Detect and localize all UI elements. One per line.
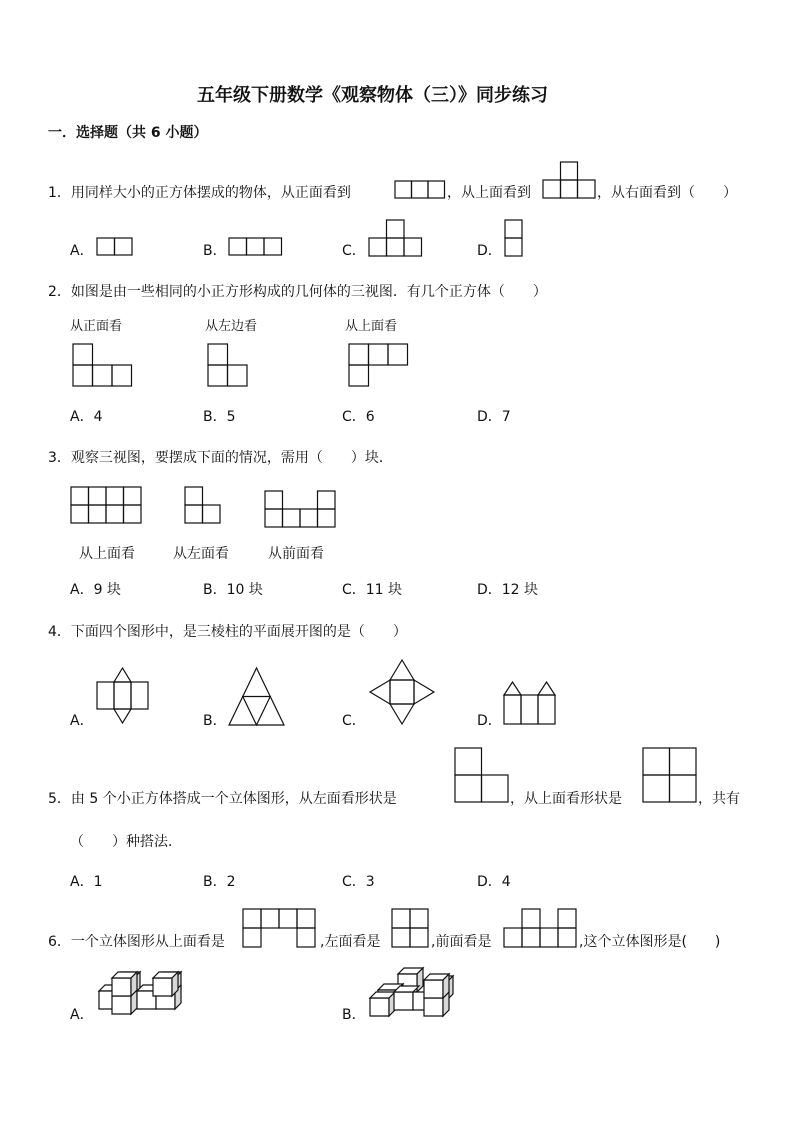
- q2-view-label-front: 从正面看: [70, 319, 123, 334]
- q2-option-b[interactable]: B．5: [203, 409, 236, 425]
- q6-stem-a: 6．一个立体图形从上面看是: [48, 934, 225, 950]
- q3-option-a[interactable]: A．9 块: [70, 582, 121, 598]
- q6-stem-d: ,这个立体图形是( ): [579, 934, 721, 950]
- q4-option-a-net-figure[interactable]: [96, 666, 150, 726]
- q2-view-label-left: 从左边看: [205, 319, 258, 334]
- q3-option-c[interactable]: C．11 块: [342, 582, 403, 598]
- q6-option-b-label[interactable]: B．: [342, 1007, 366, 1023]
- q3-front-view-figure: [264, 490, 338, 528]
- page-title: 五年级下册数学《观察物体（三）》同步练习: [197, 85, 548, 106]
- q5-stem-a: 5．由 5 个小正方体搭成一个立体图形，从左面看形状是: [48, 791, 397, 807]
- q3-option-d[interactable]: D．12 块: [477, 582, 539, 598]
- q6-option-a-solid-figure[interactable]: [96, 968, 186, 1022]
- q6-option-b-solid-figure[interactable]: [368, 968, 460, 1022]
- q5-left-view-figure: [454, 747, 510, 803]
- q4-option-b-net-figure[interactable]: [227, 666, 287, 728]
- q2-option-c[interactable]: C．6: [342, 409, 375, 425]
- q5-top-view-figure: [642, 747, 698, 803]
- q1-front-view-figure: [394, 180, 446, 199]
- q5-option-d[interactable]: D．4: [477, 874, 511, 890]
- q2-option-d[interactable]: D．7: [477, 409, 511, 425]
- q6-top-view-figure: [242, 908, 318, 948]
- q1-option-d-label[interactable]: D．: [477, 243, 502, 259]
- q3-stem: 3．观察三视图，要摆成下面的情况，需用（ ）块．: [48, 450, 393, 466]
- q3-option-b[interactable]: B．10 块: [203, 582, 263, 598]
- q2-option-a[interactable]: A．4: [70, 409, 103, 425]
- q5-stem-b: ，从上面看形状是: [510, 791, 622, 807]
- q4-option-d-net-figure[interactable]: [503, 680, 558, 726]
- q5-option-c[interactable]: C．3: [342, 874, 375, 890]
- q2-front-view-figure: [72, 343, 134, 388]
- q5-option-b[interactable]: B．2: [203, 874, 236, 890]
- q1-option-a-label[interactable]: A．: [70, 243, 94, 259]
- q2-top-view-figure: [348, 343, 410, 388]
- q1-stem-c: ，从右面看到（ ）: [597, 185, 737, 201]
- q1-option-a-figure[interactable]: [96, 237, 134, 256]
- q3-top-view-figure: [70, 486, 144, 524]
- q5-stem-c: ，共有: [698, 791, 740, 807]
- q3-left-view-figure: [184, 486, 223, 524]
- q4-option-d-label[interactable]: D．: [477, 713, 502, 729]
- q4-option-b-label[interactable]: B．: [203, 713, 227, 729]
- q1-option-c-label[interactable]: C．: [342, 243, 366, 259]
- section-heading: 一．选择题（共 6 小题）: [48, 125, 208, 141]
- q3-view-label-front: 从前面看: [268, 546, 324, 562]
- q1-stem-a: 1．用同样大小的正方体摆成的物体，从正面看到: [48, 185, 351, 201]
- q1-option-b-label[interactable]: B．: [203, 243, 227, 259]
- q5-option-a[interactable]: A．1: [70, 874, 103, 890]
- q5-stem-d: （ ）种搭法．: [70, 834, 182, 850]
- q4-option-a-label[interactable]: A．: [70, 713, 94, 729]
- q2-view-label-top: 从上面看: [345, 319, 398, 334]
- q6-left-view-figure: [391, 908, 431, 948]
- q2-left-view-figure: [207, 343, 249, 388]
- q6-option-a-label[interactable]: A．: [70, 1007, 94, 1023]
- q2-stem: 2．如图是由一些相同的小正方形构成的几何体的三视图．有几个正方体（ ）: [48, 284, 547, 300]
- q4-option-c-label[interactable]: C．: [342, 713, 366, 729]
- q4-stem: 4．下面四个图形中，是三棱柱的平面展开图的是（ ）: [48, 624, 407, 640]
- q1-top-view-figure: [542, 161, 597, 199]
- q1-option-c-figure[interactable]: [368, 219, 424, 257]
- q3-view-label-top: 从上面看: [79, 546, 135, 562]
- q4-option-c-net-figure[interactable]: [368, 658, 436, 726]
- q1-stem-b: ，从上面看到: [447, 185, 531, 201]
- q3-view-label-left: 从左面看: [173, 546, 229, 562]
- q1-option-d-figure[interactable]: [504, 219, 524, 257]
- q1-option-b-figure[interactable]: [228, 237, 283, 256]
- q6-stem-b: ,左面看是: [320, 934, 381, 950]
- q6-stem-c: ,前面看是: [431, 934, 492, 950]
- q6-front-view-figure: [503, 908, 579, 948]
